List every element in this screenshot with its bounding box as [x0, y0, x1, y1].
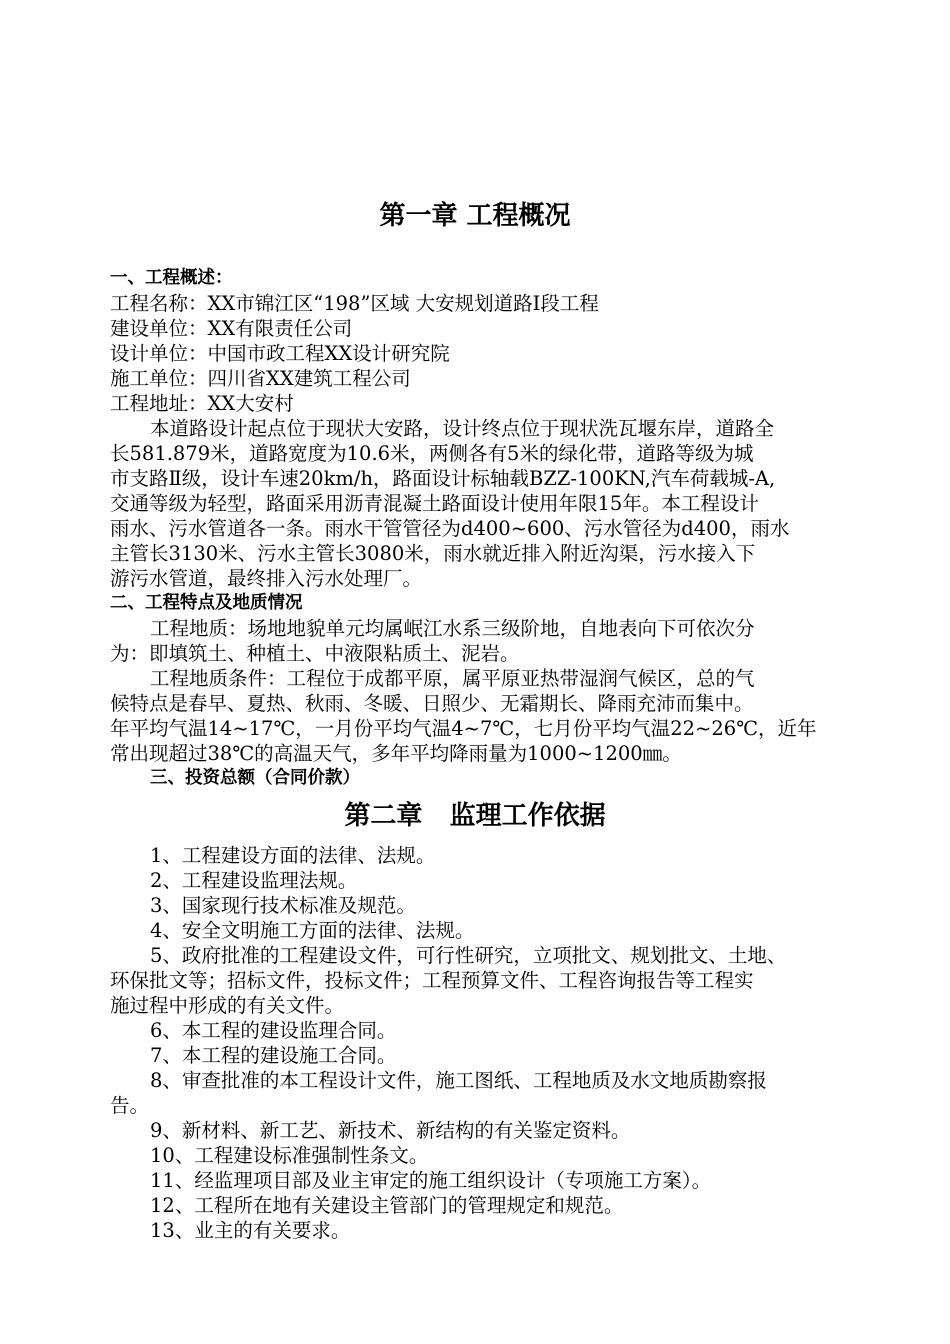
basis-item: 13、业主的有关要求。	[150, 1219, 351, 1242]
desc-line: 本道路设计起点位于现状大安路，设计终点位于现状洗瓦堰东岸，道路全	[150, 417, 775, 440]
basis-item: 1、工程建设方面的法律、法规。	[150, 844, 436, 867]
project-name: 工程名称：XX市锦江区“198”区域 大安规划道路Ⅰ段工程	[110, 292, 599, 315]
geology-line: 为：即填筑土、种植土、中液限粘质土、泥岩。	[110, 642, 520, 665]
climate-line: 常出现超过38℃的高温天气，多年平均降雨量为1000~1200㎜。	[110, 742, 682, 765]
section3-heading: 三、投资总额（合同价款）	[150, 768, 360, 788]
section1-heading: 一、工程概述：	[110, 268, 233, 288]
basis-item-cont: 环保批文等；招标文件，投标文件；工程预算文件、工程咨询报告等工程实	[110, 969, 754, 992]
basis-item-cont: 施过程中形成的有关文件。	[110, 994, 345, 1017]
desc-line: 长581.879米，道路宽度为10.6米，两侧各有5米的绿化带，道路等级为城	[110, 442, 754, 465]
design-unit: 设计单位：中国市政工程XX设计研究院	[110, 342, 450, 365]
basis-item: 12、工程所在地有关建设主管部门的管理规定和规范。	[150, 1194, 624, 1217]
basis-item: 10、工程建设标准强制性条文。	[150, 1144, 429, 1167]
construction-unit: 施工单位：四川省XX建筑工程公司	[110, 367, 411, 390]
desc-line: 市支路Ⅱ级，设计车速20km/h，路面设计标轴载BZZ-100KN,汽车荷载城-A,	[110, 467, 776, 490]
chapter2-title: 第二章 监理工作依据	[344, 801, 606, 831]
basis-item-cont: 告。	[110, 1094, 150, 1117]
climate-line: 年平均气温14~17℃，一月份平均气温4~7℃，七月份平均气温22~26℃，近年	[110, 717, 817, 740]
basis-item: 2、工程建设监理法规。	[150, 869, 358, 892]
basis-item: 6、本工程的建设监理合同。	[150, 1019, 397, 1042]
desc-line: 交通等级为轻型，路面采用沥青混凝土路面设计使用年限15年。本工程设计	[110, 492, 759, 515]
chapter1-title: 第一章 工程概况	[379, 201, 571, 231]
basis-item: 9、新材料、新工艺、新技术、新结构的有关鉴定资料。	[150, 1119, 631, 1142]
basis-item: 8、审查批准的本工程设计文件，施工图纸、工程地质及水文地质勘察报	[150, 1069, 767, 1092]
basis-item: 5、政府批准的工程建设文件，可行性研究，立项批文、规划批文、土地、	[150, 944, 787, 967]
basis-item: 3、国家现行技术标准及规范。	[150, 894, 416, 917]
basis-item: 11、经监理项目部及业主审定的施工组织设计（专项施工方案）。	[150, 1169, 712, 1192]
geology-line: 工程地质：场地地貌单元均属岷江水系三级阶地，自地表向下可依次分	[150, 617, 755, 640]
climate-line: 工程地质条件：工程位于成都平原，属平原亚热带湿润气候区，总的气	[150, 667, 755, 690]
basis-item: 7、本工程的建设施工合同。	[150, 1044, 397, 1067]
owner-unit: 建设单位：XX有限责任公司	[110, 317, 353, 340]
climate-line: 候特点是春早、夏热、秋雨、冬暖、日照少、无霜期长、降雨充沛而集中。	[110, 692, 754, 715]
desc-line: 雨水、污水管道各一条。雨水干管管径为d400~600、污水管径为d400，雨水	[110, 517, 790, 540]
desc-line: 游污水管道，最终排入污水处理厂。	[110, 567, 423, 590]
section2-heading: 二、工程特点及地质情况	[110, 593, 303, 613]
desc-line: 主管长3130米、污水主管长3080米，雨水就近排入附近沟渠，污水接入下	[110, 542, 756, 565]
project-address: 工程地址：XX大安村	[110, 392, 294, 415]
basis-item: 4、安全文明施工方面的法律、法规。	[150, 919, 475, 942]
